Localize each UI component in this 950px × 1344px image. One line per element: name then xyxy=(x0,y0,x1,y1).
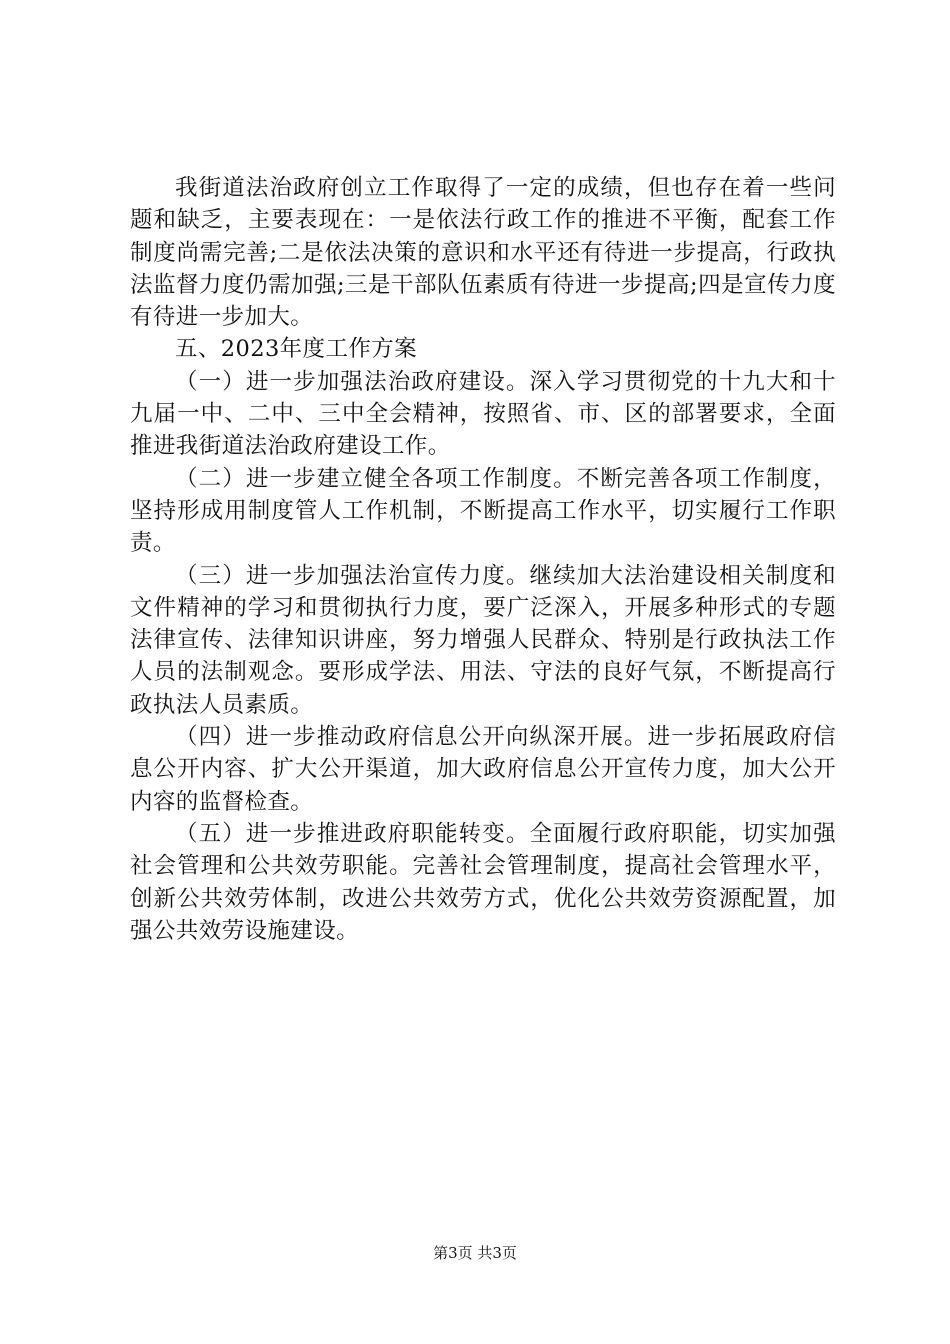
paragraph-item-4: （四）进一步推动政府信息公开向纵深开展。进一步拓展政府信息公开内容、扩大公开渠道，加大政府信息公开宣传力度，加大公开内容的监督检查。 xyxy=(130,724,836,815)
paragraph-problems: 我街道法治政府创立工作取得了一定的成绩，但也存在着一些问题和缺乏，主要表现在：一是依法行政工作的推进不平衡，配套工作制度尚需完善;二是依法决策的意识和水平还有待进一步提高，行政执法监督力度仍需加强;三是干部队伍素质有待进一步提高;四是宣传力度有待进一步加大。 xyxy=(130,175,836,331)
paragraph-item-5: （五）进一步推进政府职能转变。全面履行政府职能，切实加强社会管理和公共效劳职能。完善社会管理制度，提高社会管理水平，创新公共效劳体制，改进公共效劳方式，优化公共效劳资源配置，加强公共效劳设施建设。 xyxy=(130,820,836,944)
document-body xyxy=(130,172,836,947)
section-heading: 五、2023年度工作方案 xyxy=(175,336,418,363)
paragraph-item-3: （三）进一步加强法治宣传力度。继续加大法治建设相关制度和文件精神的学习和贯彻执行力度，要广泛深入，开展多种形式的专题法律宣传、法律知识讲座，努力增强人民群众、特别是行政执法工作人员的法制观念。要形成学法、用法、守法的良好气氛，不断提高行政执法人员素质。 xyxy=(130,562,836,718)
paragraph-item-2: （二）进一步建立健全各项工作制度。不断完善各项工作制度，坚持形成用制度管人工作机制，不断提高工作水平，切实履行工作职责。 xyxy=(130,465,836,557)
page-number-footer: 第3页 共3页 xyxy=(433,1244,517,1262)
paragraph-item-1: （一）进一步加强法治政府建设。深入学习贯彻党的十九大和十九届一中、二中、三中全会精神，按照省、市、区的部署要求，全面推进我街道法治政府建设工作。 xyxy=(130,368,836,460)
